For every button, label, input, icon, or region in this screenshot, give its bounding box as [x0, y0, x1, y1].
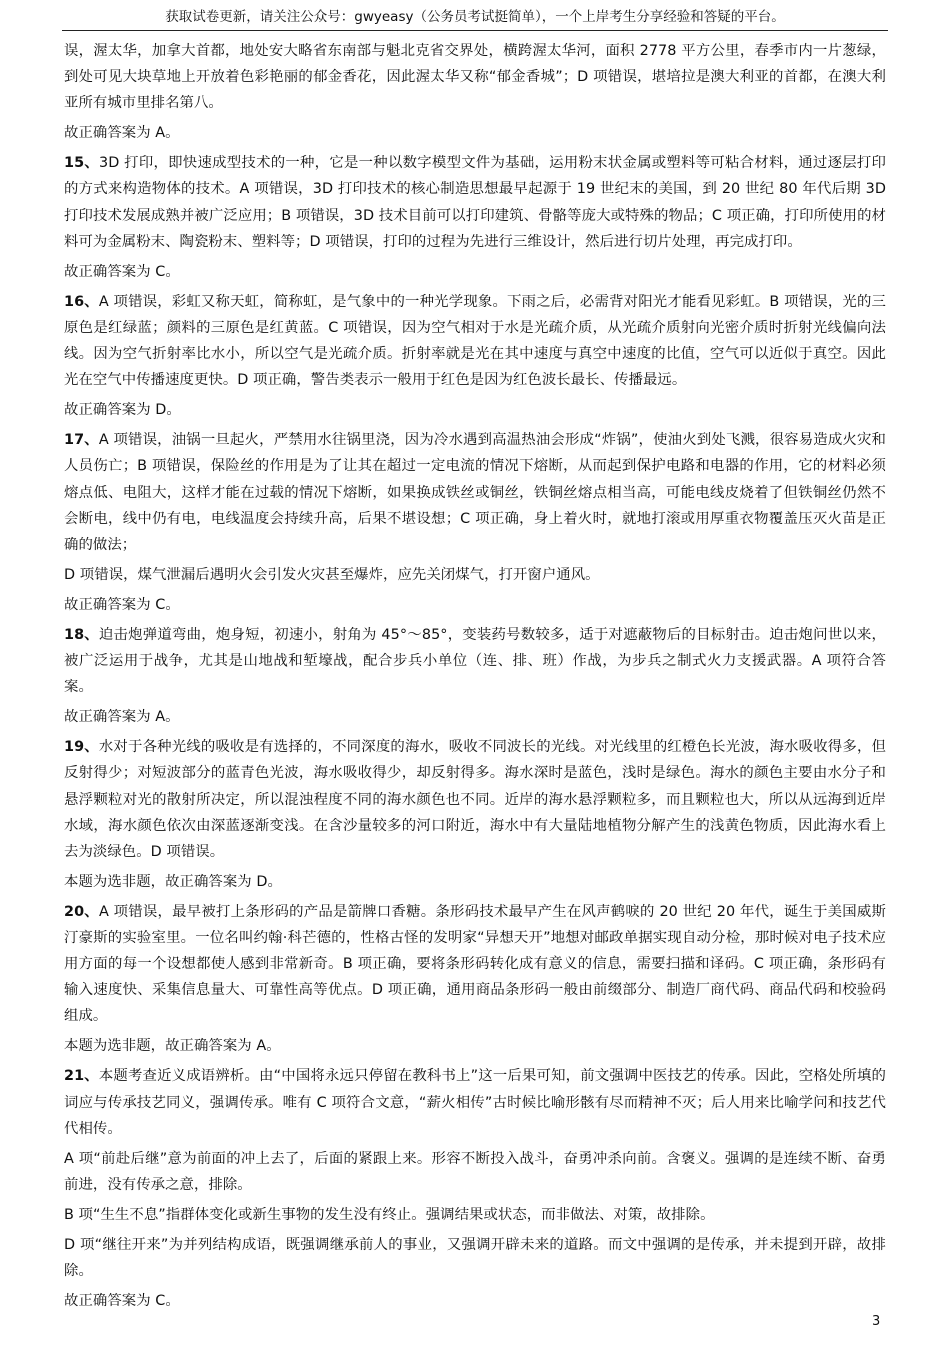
question-number: 15、: [64, 155, 99, 172]
paragraph: [64, 1202, 886, 1228]
answer-line: [64, 1033, 886, 1059]
paragraph: [64, 1063, 886, 1141]
paragraph: [64, 289, 886, 393]
paragraph: [64, 1232, 886, 1284]
paragraph: [64, 1146, 886, 1198]
paragraph-text: B 项“生生不息”指群体变化或新生事物的发生没有终止。强调结果或状态，而非做法、对策，故排除。: [64, 1206, 715, 1223]
answer-line: [64, 120, 886, 146]
paragraph-text: 本题为选非题，故正确答案为 A。: [64, 1038, 281, 1055]
answer-explanations: [64, 38, 886, 1314]
answer-line: [64, 259, 886, 285]
paragraph: [64, 899, 886, 1029]
answer-line: [64, 592, 886, 618]
paragraph-text: A 项“前赴后继”意为前面的冲上去了，后面的紧跟上来。形容不断投入战斗，奋勇冲杀向前。含褒义。强调的是连续不断、奋勇前进，没有传承之意，排除。: [64, 1150, 886, 1193]
paragraph-text: D 项“继往开来”为并列结构成语，既强调继承前人的事业，又强调开辟未来的道路。而文中强调的是传承，并未提到开辟，故排除。: [64, 1237, 886, 1280]
paragraph-text: A 项错误，最早被打上条形码的产品是箭牌口香糖。条形码技术最早产生在风声鹤唳的 20 世纪 20 年代，诞生于美国威斯汀豪斯的实验室里。一位名叫约翰·科芒德的，性格古怪的发明家“异想天开”地想对邮政单据实现自动分检，那时候对电子技术应用方面的每一个设想都使人感到非常新奇。B 项正确，要将条形码转化成有意义的信息，需要扫描和译码。C 项正确，条形码有输入速度快、采集信息量大、可靠性高等优点。D 项正确，通用商品条形码一般由前缀部分、制造厂商代码、商品代码和校验码组成。: [64, 903, 886, 1025]
header-divider: [62, 30, 888, 31]
answer-line: [64, 1288, 886, 1314]
page-number: 3: [872, 1314, 881, 1329]
answer-line: [64, 704, 886, 730]
page-header: 获取试卷更新，请关注公众号：gwyeasy（公务员考试挺简单），一个上岸考生分享经验和答疑的平台。: [165, 9, 785, 25]
paragraph-text: A 项错误，彩虹又称天虹，简称虹，是气象中的一种光学现象。下雨之后，必需背对阳光才能看见彩虹。B 项错误，光的三原色是红绿蓝；颜料的三原色是红黄蓝。C 项错误，因为空气相对于水是光疏介质，从光疏介质射向光密介质时折射光线偏向法线。因为空气折射率比水小，所以空气是光疏介质。折射率就是光在其中速度与真空中速度的比值，空气可以近似于真空。因此光在空气中传播速度更快。D 项正确，警告类表示一般用于红色是因为红色波长最长、传播最远。: [64, 293, 886, 389]
paragraph-text: 水对于各种光线的吸收是有选择的，不同深度的海水，吸收不同波长的光线。对光线里的红橙色长光波，海水吸收得多，但反射得少；对短波部分的蓝青色光波，海水吸收得少，却反射得多。海水深时是蓝色，浅时是绿色。海水的颜色主要由水分子和悬浮颗粒对光的散射所决定，所以混浊程度不同的海水颜色也不同。近岸的海水悬浮颗粒多，而且颗粒也大，所以从远海到近岸水域，海水颜色依次由深蓝逐渐变浅。在含沙量较多的河口附近，海水中有大量陆地植物分解产生的浅黄色物质，因此海水看上去为淡绿色。D 项错误。: [64, 739, 886, 860]
paragraph-text: 本题为选非题，故正确答案为 D。: [64, 873, 282, 890]
paragraph: [64, 38, 886, 116]
paragraph: [64, 562, 886, 588]
paragraph-text: 故正确答案为 A。: [64, 125, 180, 142]
paragraph-text: 迫击炮弹道弯曲，炮身短，初速小，射角为 45°～85°，变装药号数较多，适于对遮蔽物后的目标射击。迫击炮问世以来，被广泛运用于战争，尤其是山地战和堑壕战，配合步兵小单位（连、排、班）作战，为步兵之制式火力支援武器。A 项符合答案。: [64, 626, 886, 696]
paragraph-text: 故正确答案为 C。: [64, 1293, 180, 1310]
paragraph: [64, 427, 886, 557]
paragraph-text: 故正确答案为 C。: [64, 263, 180, 280]
answer-line: [64, 869, 886, 895]
paragraph-text: 故正确答案为 C。: [64, 596, 180, 613]
paragraph-text: 故正确答案为 A。: [64, 709, 180, 726]
question-number: 21、: [64, 1068, 99, 1085]
question-number: 20、: [64, 903, 99, 920]
question-number: 16、: [64, 293, 99, 310]
paragraph-text: 误，渥太华，加拿大首都，地处安大略省东南部与魁北克省交界处，横跨渥太华河，面积 2778 平方公里，春季市内一片葱绿，到处可见大块草地上开放着色彩艳丽的郁金香花，因此渥太华又称“郁金香城”；D 项错误，堪培拉是澳大利亚的首都，在澳大利亚所有城市里排名第八。: [64, 43, 886, 112]
question-number: 18、: [64, 626, 99, 643]
paragraph: [64, 150, 886, 254]
paragraph: [64, 734, 886, 864]
paragraph-text: 故正确答案为 D。: [64, 402, 181, 419]
paragraph-text: D 项错误，煤气泄漏后遇明火会引发火灾甚至爆炸，应先关闭煤气，打开窗户通风。: [64, 566, 600, 583]
paragraph: [64, 622, 886, 700]
answer-line: [64, 397, 886, 423]
paragraph-text: A 项错误，油锅一旦起火，严禁用水往锅里浇，因为冷水遇到高温热油会形成“炸锅”，使油火到处飞溅，很容易造成火灾和人员伤亡；B 项错误，保险丝的作用是为了让其在超过一定电流的情况下熔断，从而起到保护电路和电器的作用，它的材料必须熔点低、电阻大，这样才能在过载的情况下熔断，如果换成铁丝或铜丝，铁铜丝熔点相当高，可能电线皮烧着了但铁铜丝仍然不会断电，线中仍有电，电线温度会持续升高，后果不堪设想；C 项正确，身上着火时，就地打滚或用厚重衣物覆盖压灭火苗是正确的做法；: [64, 432, 886, 553]
paragraph-text: 3D 打印，即快速成型技术的一种，它是一种以数字模型文件为基础，运用粉末状金属或塑料等可粘合材料，通过逐层打印的方式来构造物体的技术。A 项错误，3D 打印技术的核心制造思想最早起源于 19 世纪末的美国，到 20 世纪 80 年代后期 3D 打印技术发展成熟并被广泛应用；B 项错误，3D 技术目前可以打印建筑、骨骼等庞大或特殊的物品；C 项正确，打印所使用的材料可为金属粉末、陶瓷粉末、塑料等；D 项错误，打印的过程为先进行三维设计，然后进行切片处理，再完成打印。: [64, 155, 886, 250]
paragraph-text: 本题考查近义成语辨析。由“中国将永远只停留在教科书上”这一后果可知，前文强调中医技艺的传承。因此，空格处所填的词应与传承技艺同义，强调传承。唯有 C 项符合文意，“薪火相传”古时候比喻形骸有尽而精神不灭；后人用来比喻学问和技艺代代相传。: [64, 1068, 886, 1137]
question-number: 19、: [64, 739, 99, 756]
question-number: 17、: [64, 432, 99, 449]
